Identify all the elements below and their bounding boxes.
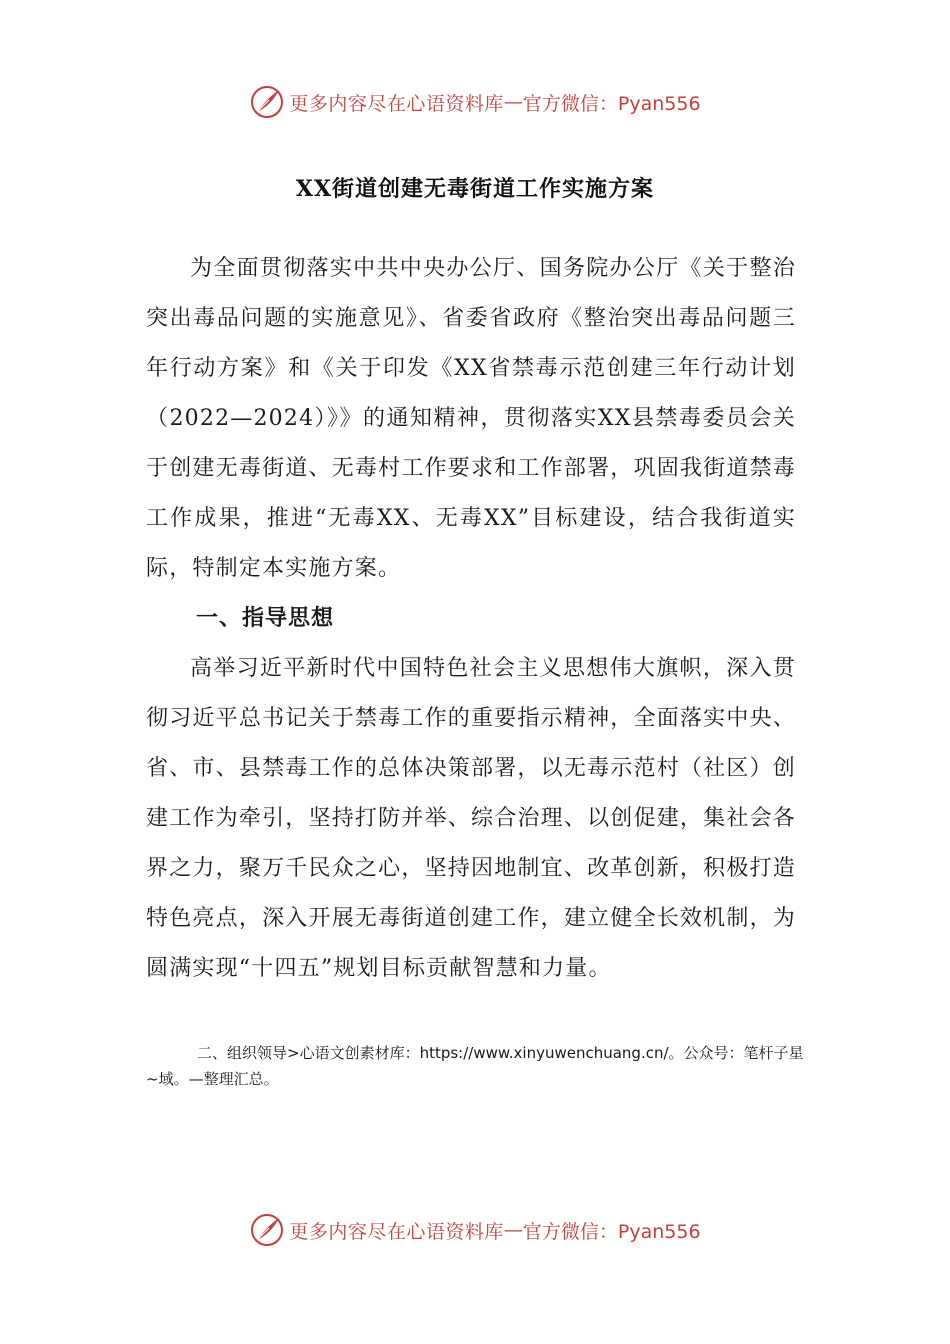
footnote-text: 二、组织领导>心语文创素材库：https://www.xinyuwenchuang.cn/。公众号：笔杆子星~域。—整理汇总。 (146, 1044, 804, 1088)
section1-paragraph-block (146, 644, 796, 994)
watermark-banner-top (0, 80, 950, 124)
section1-heading: 一、指导思想 (196, 606, 335, 631)
watermark-banner-bottom (0, 1208, 950, 1252)
intro-paragraph-block (146, 244, 796, 594)
document-title: XX街道创建无毒街道工作实施方案 (295, 176, 655, 202)
watermark-separator: — (503, 91, 523, 113)
quill-logo-icon (249, 1212, 285, 1248)
watermark-text: 更多内容尽在心语资料库 (289, 1220, 504, 1243)
section1-paragraph: 高举习近平新时代中国特色社会主义思想伟大旗帜，深入贯彻习近平总书记关于禁毒工作的重要指示精神，全面落实中央、省、市、县禁毒工作的总体决策部署，以无毒示范村（社区）创建工作为牵引，坚持打防并举、综合治理、以创促建，集社会各界之力，聚万千民众之心，坚持因地制宜、改革创新，积极打造特色亮点，深入开展无毒街道创建工作，建立健全长效机制，为圆满实现“十四五”规划目标贡献智慧和力量。 (146, 656, 796, 981)
watermark-wechat: 官方微信：Pyan556 (522, 1220, 701, 1243)
quill-logo-icon (249, 84, 285, 120)
intro-paragraph: 为全面贯彻落实中共中央办公厅、国务院办公厅《关于整治突出毒品问题的实施意见》、省委省政府《整治突出毒品问题三年行动方案》和《关于印发《XX省禁毒示范创建三年行动计划（2022—2024）》》的通知精神，贯彻落实XX县禁毒委员会关于创建无毒街道、无毒村工作要求和工作部署，巩固我街道禁毒工作成果，推进“无毒XX、无毒XX”目标建设，结合我街道实际，特制定本实施方案。 (146, 256, 796, 581)
watermark-wechat: 官方微信：Pyan556 (522, 92, 701, 115)
watermark-text: 更多内容尽在心语资料库 (289, 92, 504, 115)
watermark-separator: — (503, 1219, 523, 1241)
